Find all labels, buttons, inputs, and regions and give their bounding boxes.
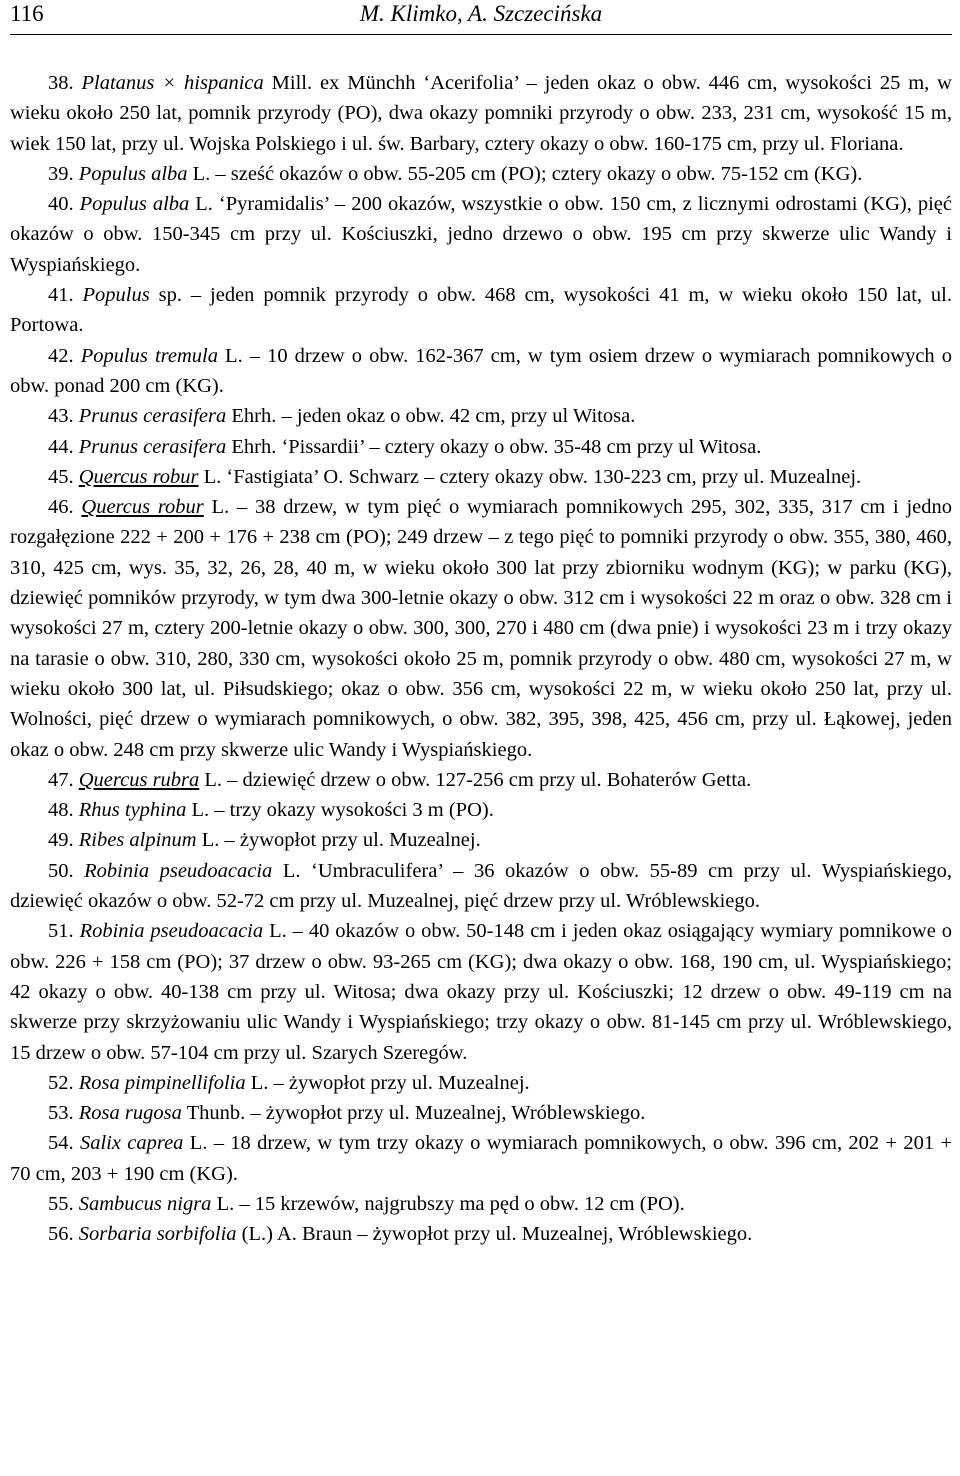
- entry-number: 44.: [48, 435, 79, 458]
- entry-text: L. – sześć okazów o obw. 55-205 cm (PO); cztery okazy o obw. 75-152 cm (KG).: [187, 162, 863, 185]
- entry-text: L. – żywopłot przy ul. Muzealnej.: [196, 829, 481, 852]
- species-name: Sorbaria sorbifolia: [78, 1223, 237, 1246]
- species-entry: [10, 280, 952, 341]
- running-head: M. Klimko, A. Szczecińska: [359, 1, 603, 26]
- species-name: Rosa rugosa: [78, 1102, 182, 1125]
- entry-number: 53.: [48, 1102, 79, 1125]
- species-name: Prunus cerasifera: [78, 435, 227, 458]
- entry-text: L. – żywopłot przy ul. Muzealnej.: [245, 1071, 530, 1094]
- species-name: Robinia pseudoacacia: [79, 920, 264, 943]
- species-entry: [10, 68, 952, 159]
- entry-text: L. ‘Fastigiata’ O. Schwarz – cztery okazy obw. 130-223 cm, przy ul. Muzealnej.: [198, 465, 862, 488]
- entry-text: Ehrh. – jeden okaz o obw. 42 cm, przy ul Witosa.: [226, 405, 636, 428]
- species-name: Quercus robur: [81, 496, 204, 519]
- species-name: Ribes alpinum: [78, 829, 197, 852]
- species-entry: [10, 825, 952, 855]
- entry-text: (L.) A. Braun – żywopłot przy ul. Muzealnej, Wróblewskiego.: [236, 1223, 753, 1246]
- entry-number: 39.: [48, 162, 79, 185]
- species-name: Quercus rubra: [78, 768, 200, 791]
- species-entry: [10, 341, 952, 402]
- species-name: Rosa pimpinellifolia: [78, 1071, 246, 1094]
- entry-number: 38.: [48, 72, 82, 94]
- entry-number: 45.: [48, 465, 79, 488]
- entry-number: 52.: [48, 1071, 79, 1094]
- entry-number: 49.: [48, 829, 79, 852]
- entry-text: L. – 38 drzew, w tym pięć o wymiarach pomnikowych 295, 302, 335, 317 cm i jedno rozgałęzione 222 + 200 + 176 + 238 cm (PO); 249 drzew – z tego pięć to pomniki przyrody o obw. 355, 380, 460, 310, 425 cm, wys. 35, 32, 26, 28, 40 m, w wieku około 300 lat przy zbiorniku wodnym (KG); w parku (KG), dziewięć pomników przyrody, w tym dwa 300-letnie okazy o obw. 312 cm i wysokości 22 m oraz o obw. 328 cm i wysokości 27 m, cztery 200-letnie okazy o obw. 300, 300, 270 i 480 cm (dwa pnie) i wysokości 23 m i trzy okazy na tarasie o obw. 310, 280, 330 cm, wysokości około 25 m, pomnik przyrody o obw. 480 cm, wysokości 27 m, w wieku około 300 lat, ul. Piłsudskiego; okaz o obw. 356 cm, wysokości 22 m, w wieku około 250 lat, przy ul. Wolności, pięć drzew o wymiarach pomnikowych, o obw. 382, 395, 398, 425, 456 cm, przy ul. Łąkowej, jeden okaz o obw. 248 cm przy skwerze ulic Wandy i Wyspiańskiego.: [10, 496, 952, 761]
- entry-text: L. ‘Umbraculifera’ – 36 okazów o obw. 55-89 cm przy ul. Wyspiańskiego, dziewięć okazów o obw. 52-72 cm przy ul. Muzealnej, pięć drzew przy ul. Wróblewskiego.: [10, 859, 952, 913]
- entry-number: 47.: [48, 768, 79, 791]
- species-entry: [10, 765, 952, 795]
- species-entry: [10, 856, 952, 917]
- species-name: Populus tremula: [80, 344, 218, 367]
- species-name: Platanus × hispanica: [81, 72, 264, 94]
- species-entry: [10, 1098, 952, 1128]
- entry-number: 43.: [48, 405, 79, 428]
- species-entry: [10, 916, 952, 1067]
- entry-number: 54.: [48, 1132, 80, 1155]
- species-name: Sambucus nigra: [78, 1192, 212, 1215]
- entry-text: L. – dziewięć drzew o obw. 127-256 cm przy ul. Bohaterów Getta.: [199, 768, 752, 791]
- entry-text: L. – trzy okazy wysokości 3 m (PO).: [186, 799, 494, 822]
- species-name: Quercus robur: [78, 465, 199, 488]
- species-entry: [10, 1189, 952, 1219]
- entry-number: 40.: [48, 193, 80, 216]
- entry-text: L. ‘Pyramidalis’ – 200 okazów, wszystkie o obw. 150 cm, z licznymi odrostami (KG), pięć okazów o obw. 150-345 cm przy ul. Kościuszki, jedno drzewo o obw. 195 cm przy skwerze ulic Wandy i Wyspiańskiego.: [10, 193, 952, 276]
- entry-number: 56.: [48, 1223, 79, 1246]
- species-entry: [10, 432, 952, 462]
- entry-text: sp. – jeden pomnik przyrody o obw. 468 cm, wysokości 41 m, w wieku około 150 lat, ul. Portowa.: [10, 284, 952, 337]
- species-entry: [10, 1068, 952, 1098]
- entry-number: 50.: [48, 859, 85, 882]
- species-entry: [10, 159, 952, 189]
- entry-number: 42.: [48, 344, 81, 367]
- entry-text: L. – 18 drzew, w tym trzy okazy o wymiarach pomnikowych, o obw. 396 cm, 202 + 201 + 70 cm, 203 + 190 cm (KG).: [10, 1132, 952, 1185]
- species-entry: [10, 1219, 952, 1249]
- entry-number: 55.: [48, 1192, 79, 1215]
- species-name: Populus: [82, 284, 150, 307]
- species-name: Prunus cerasifera: [78, 405, 227, 428]
- entry-number: 48.: [48, 799, 79, 822]
- entry-number: 51.: [48, 920, 80, 943]
- species-entry: [10, 1128, 952, 1189]
- page-header: [10, 0, 952, 35]
- species-name: Populus alba: [78, 162, 188, 185]
- species-entry: [10, 462, 952, 492]
- entry-number: 41.: [48, 284, 83, 307]
- species-list: [10, 68, 952, 1250]
- species-name: Salix caprea: [79, 1132, 184, 1155]
- page-number: 116: [10, 1, 44, 26]
- entry-text: Ehrh. ‘Pissardii’ – cztery okazy o obw. 35-48 cm przy ul Witosa.: [226, 435, 762, 458]
- entry-number: 46.: [48, 496, 82, 519]
- species-name: Rhus typhina: [78, 799, 187, 822]
- entry-text: L. – 15 krzewów, najgrubszy ma pęd o obw. 12 cm (PO).: [211, 1192, 685, 1215]
- entry-text: Thunb. – żywopłot przy ul. Muzealnej, Wróblewskiego.: [181, 1102, 646, 1125]
- entry-text: L. – 40 okazów o obw. 50-148 cm i jeden okaz osiągający wymiary pomnikowe o obw. 226 + 158 cm (PO); 37 drzew o obw. 93-265 cm (KG); dwa okazy o obw. 168, 190 cm, ul. Wyspiańskiego; 42 okazy o obw. 40-138 cm przy ul. Witosa; dwa okazy przy ul. Kościuszki; 12 drzew o obw. 49-119 cm na skwerze przy skrzyżowaniu ulic Wandy i Wyspiańskiego; trzy okazy o obw. 81-145 cm przy ul. Wróblewskiego, 15 drzew o obw. 57-104 cm przy ul. Szarych Szeregów.: [10, 920, 952, 1064]
- entry-text: L. – 10 drzew o obw. 162-367 cm, w tym osiem drzew o wymiarach pomnikowych o obw. ponad 200 cm (KG).: [10, 344, 952, 397]
- entry-text: Mill. ex Münchh ‘Acerifolia’ – jeden okaz o obw. 446 cm, wysokości 25 m, w wieku około 250 lat, pomnik przyrody (PO), dwa okazy pomniki przyrody o obw. 233, 231 cm, wysokość 15 m, wiek 150 lat, przy ul. Wojska Polskiego i ul. św. Barbary, cztery okazy o obw. 160-175 cm, przy ul. Floriana.: [10, 72, 952, 155]
- species-entry: [10, 189, 952, 280]
- species-name: Populus alba: [79, 193, 190, 216]
- species-entry: [10, 401, 952, 431]
- species-entry: [10, 492, 952, 765]
- species-entry: [10, 795, 952, 825]
- species-name: Robinia pseudoacacia: [84, 859, 273, 882]
